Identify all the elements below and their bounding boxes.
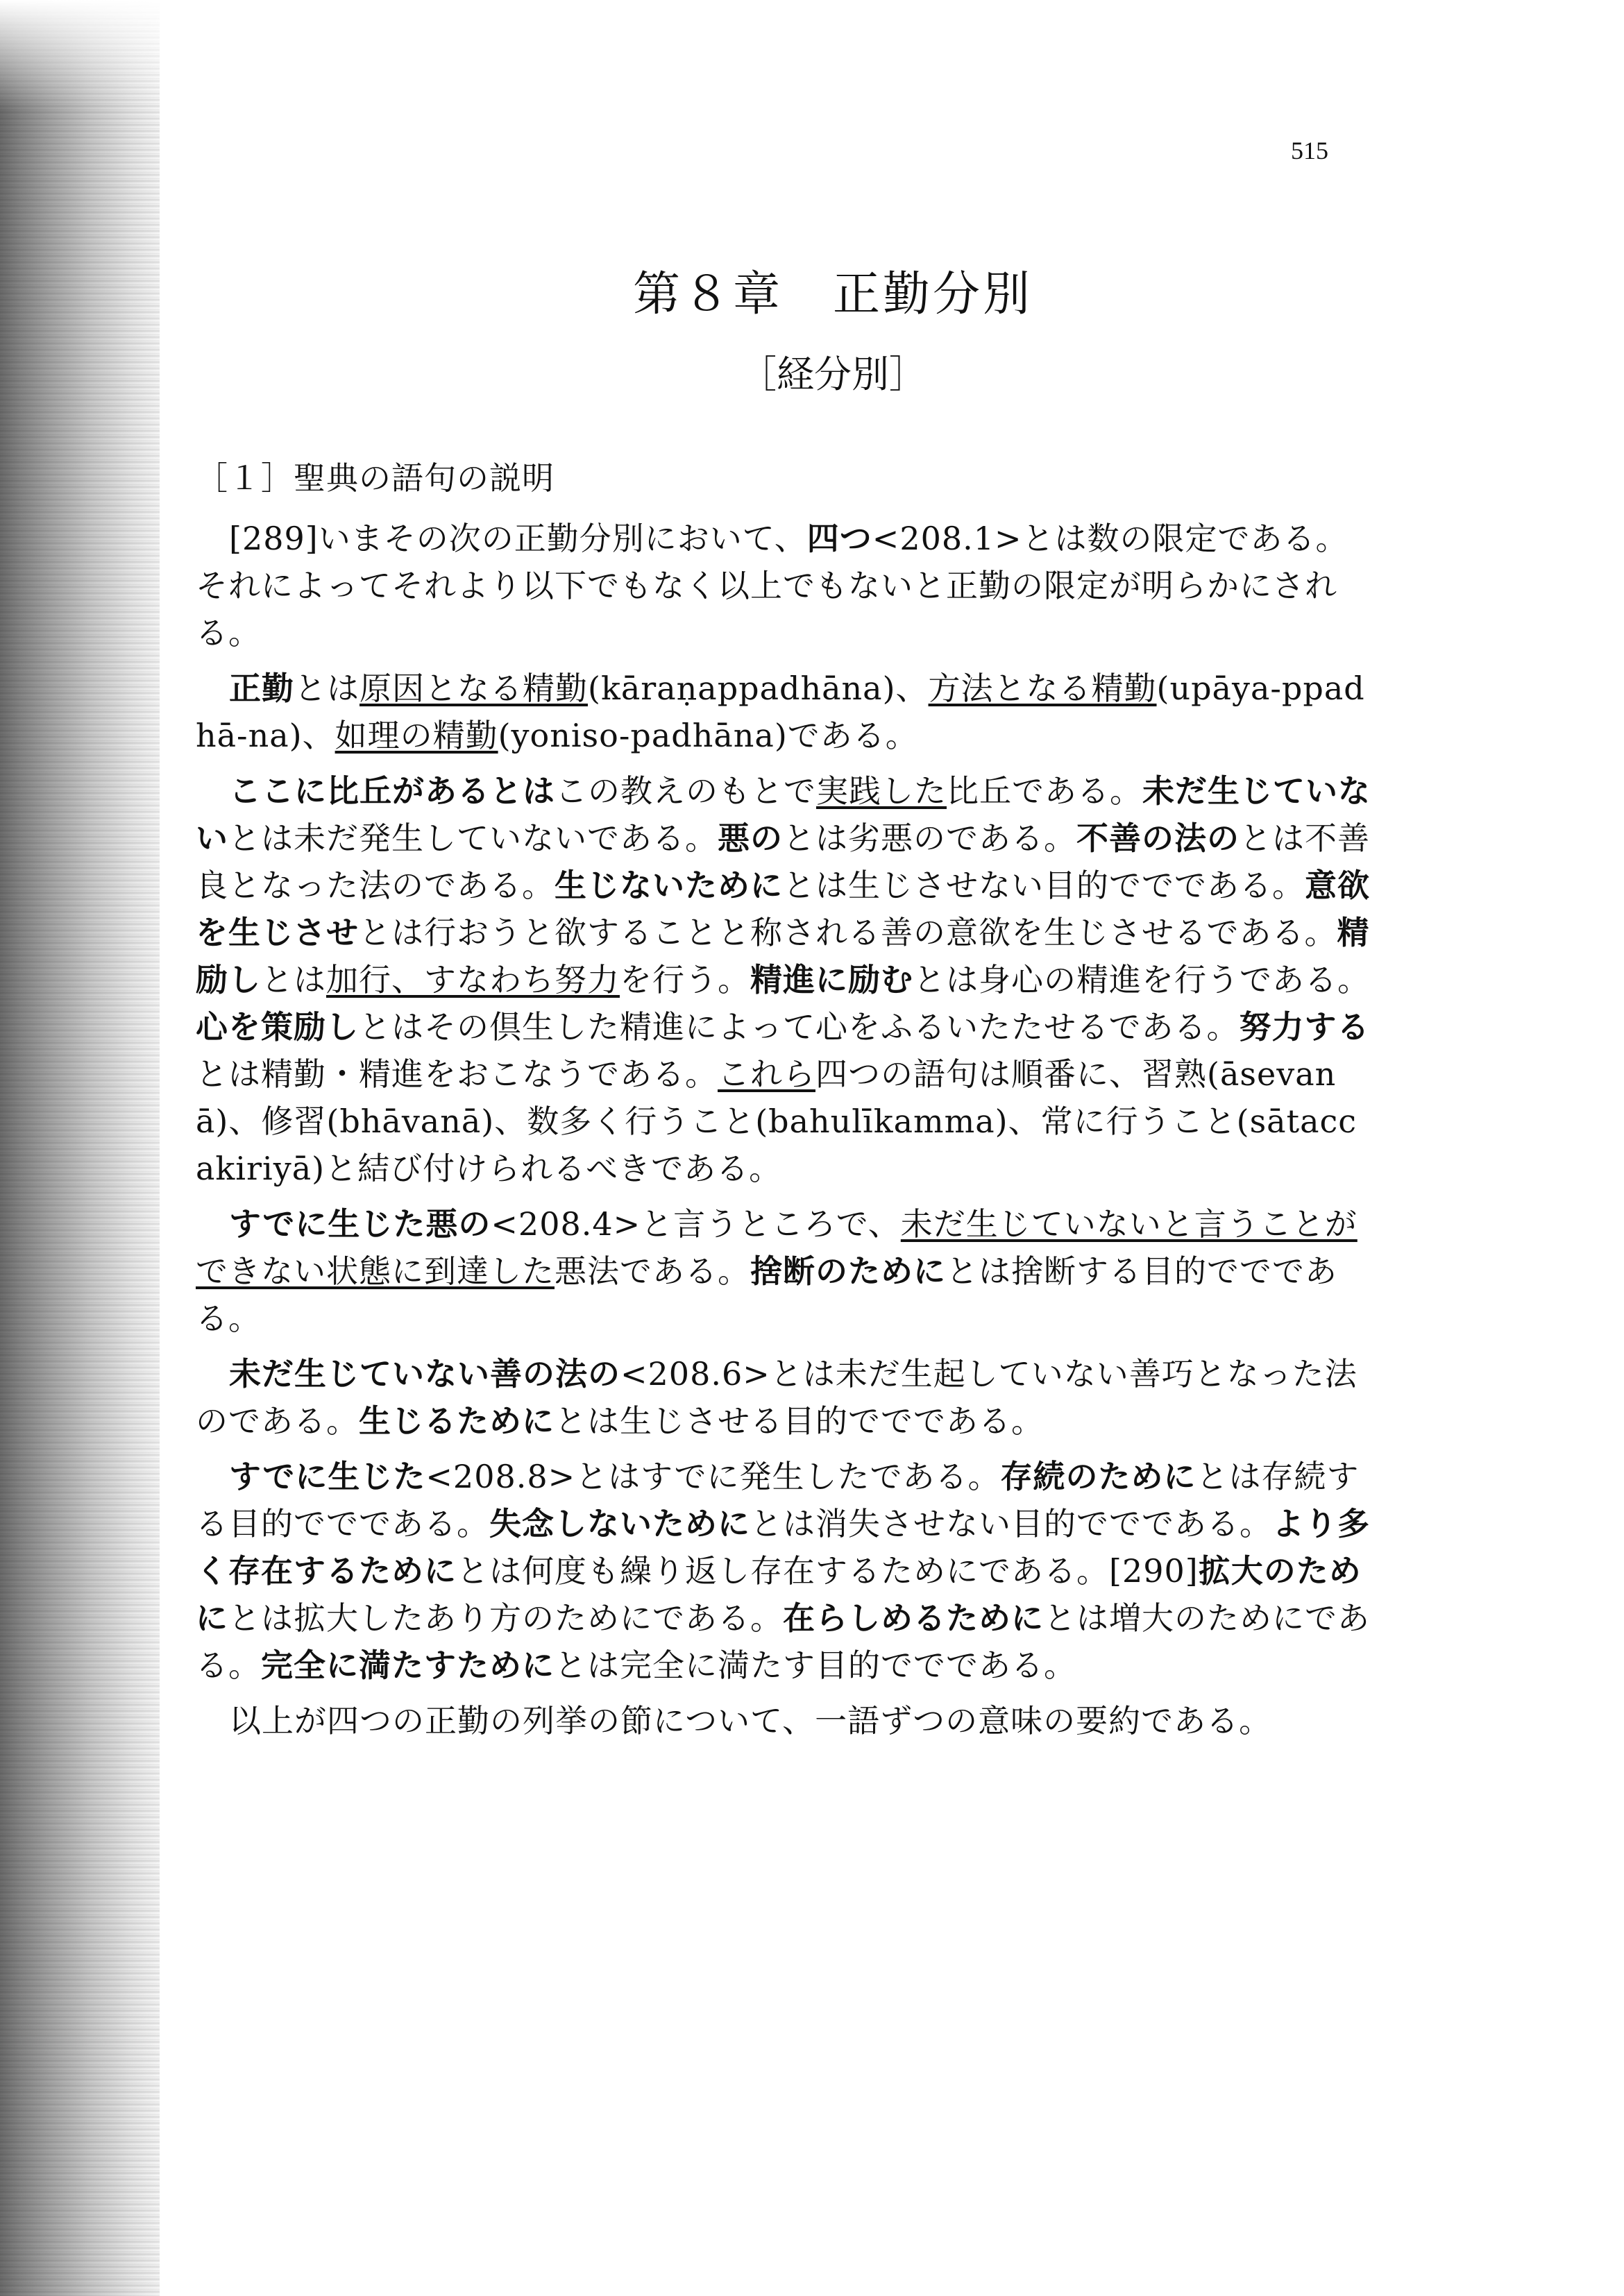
underlined-phrase: 未だ生じていないと言うことができない状態に到達した: [196, 1205, 1357, 1290]
bold-term: 失念しないために: [489, 1505, 750, 1542]
chapter-title: 第８章 正勤分別: [632, 267, 1033, 322]
text-run: とは生じさせる目的ででである。: [555, 1402, 1044, 1440]
bold-term: 心を策励し: [196, 1008, 359, 1046]
text-run: とは不善良となった法のである。: [196, 819, 1370, 904]
bold-term: 存続のために: [1000, 1458, 1196, 1495]
underlined-phrase: 原因となる精勤: [360, 670, 588, 707]
bold-term: 精励し: [196, 914, 1370, 998]
text-run: とは捨断する目的ででである。: [196, 1252, 1337, 1337]
bold-term: 生じないために: [555, 867, 783, 904]
bold-term: より多く存在するために: [196, 1505, 1370, 1590]
underlined-phrase: 実践した: [816, 772, 947, 810]
bold-term: 捨断のために: [750, 1252, 946, 1290]
text-run: (yoniso-padhāna)である。: [498, 717, 918, 754]
bold-term: 未だ生じていない: [196, 772, 1371, 857]
text-run: (upāya-ppadhā-na)、: [196, 670, 1365, 754]
text-run: を行う。: [620, 961, 750, 998]
bold-term: すでに生じた悪の: [229, 1205, 491, 1243]
binding-shadow-fade: [0, 0, 160, 111]
text-run: (kāraṇappadhāna)、: [588, 670, 929, 707]
bold-term: 在らしめるために: [783, 1599, 1044, 1637]
bold-term: すでに生じた: [229, 1458, 426, 1495]
paragraph: [196, 767, 1376, 1192]
bold-term: 四つ: [806, 520, 872, 557]
paragraph: [196, 1200, 1376, 1342]
text-run: 悪法である。: [555, 1252, 750, 1290]
text-run: この教えのもとで: [555, 772, 816, 810]
paragraph: [196, 1350, 1376, 1445]
text-run: とは劣悪のである。: [783, 819, 1076, 857]
text-run: とは何度も繰り返し存在するためにである。[290]: [457, 1552, 1199, 1590]
bold-term: 努力する: [1239, 1008, 1370, 1046]
text-run: 四つの語句は順番に、習熟(āsevanā)、修習(bhāvanā)、数多く行うこと(bahulīkamma)、常に行うこと(sātaccakiriyā)と結び付けられるべきである。: [196, 1055, 1357, 1187]
bold-term: 不善の法の: [1076, 819, 1240, 857]
section-heading: ［１］聖典の語句の説明: [196, 459, 555, 497]
underlined-phrase: 方法となる精勤: [928, 670, 1157, 707]
text-run: <208.1>とは数の限定である。それによってそれより以下でもなく以上でもないと正勤の限定が明らかにされる。: [196, 520, 1348, 652]
bold-term: 精進に励む: [750, 961, 913, 998]
bold-term: 拡大のために: [196, 1552, 1362, 1637]
text-run: [289]いまその次の正勤分別において、: [229, 520, 807, 557]
text-run: とは生じさせない目的ででである。: [783, 867, 1305, 904]
text-run: とは未だ発生していないである。: [228, 819, 718, 857]
text-run: とはその倶生した精進によって心をふるいたたせるである。: [359, 1008, 1240, 1046]
bold-term: 悪の: [718, 819, 783, 857]
underlined-phrase: 如理の精勤: [335, 717, 498, 754]
paragraph: [196, 1697, 1376, 1744]
bold-term: 完全に満たすために: [261, 1647, 555, 1684]
text-run: <208.6>とは未だ生起していない善巧となった法のである。: [196, 1355, 1357, 1440]
section-title: ［経分別］: [739, 352, 927, 396]
underlined-phrase: 加行、すなわち努力: [326, 961, 620, 998]
text-run: とは身心の精進を行うである。: [913, 961, 1370, 998]
text-run: とは: [261, 961, 326, 998]
paragraph: [196, 1453, 1376, 1689]
text-run: とは完全に満たす目的ででである。: [555, 1647, 1076, 1684]
paragraph: [196, 665, 1376, 759]
text-run: 以上が四つの正勤の列挙の節について、一語ずつの意味の要約である。: [229, 1702, 1272, 1740]
binding-shadow: [0, 0, 160, 2296]
text-run: とは増大のためにである。: [196, 1599, 1370, 1684]
text-run: <208.4>と言うところで、: [491, 1205, 901, 1243]
bold-term: 正勤: [229, 670, 294, 707]
paragraph: [196, 515, 1376, 656]
bold-term: 未だ生じていない善の法の: [229, 1355, 620, 1393]
text-run: とは拡大したあり方のためにである。: [228, 1599, 783, 1637]
page-number: 515: [1291, 137, 1328, 164]
text-run: とは: [294, 670, 360, 707]
bold-term: ここに比丘があるとは: [229, 772, 555, 810]
text-run: とは精勤・精進をおこなうである。: [196, 1055, 718, 1093]
text-run: <208.8>とはすでに発生したである。: [425, 1458, 1001, 1495]
body-text: [196, 515, 1376, 2250]
text-run: とは存続する目的ででである。: [196, 1458, 1360, 1542]
underlined-phrase: これら: [718, 1055, 815, 1093]
text-run: とは行おうと欲することと称される善の意欲を生じさせるである。: [359, 914, 1337, 951]
text-run: 比丘である。: [947, 772, 1142, 810]
bold-term: 意欲を生じさせ: [196, 867, 1370, 951]
text-run: とは消失させない目的ででである。: [750, 1505, 1272, 1542]
bold-term: 生じるために: [359, 1402, 555, 1440]
